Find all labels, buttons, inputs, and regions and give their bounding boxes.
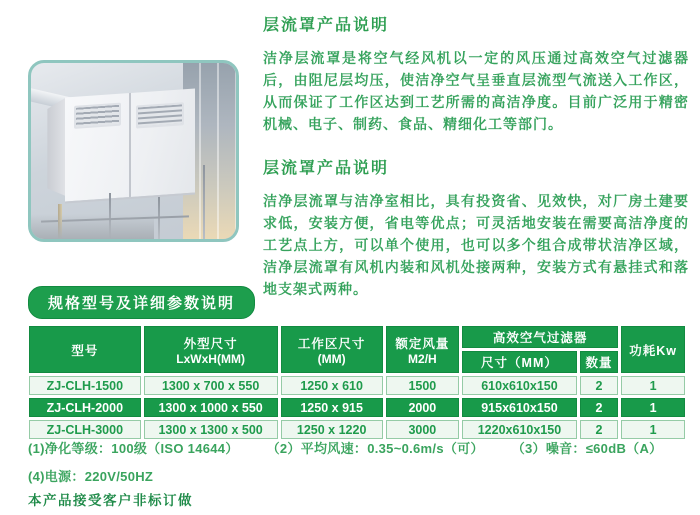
header-air-volume-line2: M2/H <box>408 351 437 366</box>
cell-hepa-size: 915x610x150 <box>462 398 577 417</box>
table-header-row-1 <box>29 326 685 348</box>
header-outer-size-line2: LxWxH(MM) <box>176 351 245 366</box>
laminar-flow-hood-unit <box>47 93 195 199</box>
parameter-notes <box>28 438 688 494</box>
cell-air-volume: 3000 <box>386 420 459 439</box>
header-work-area-line1: 工作区尺寸 <box>297 336 366 351</box>
header-hepa-size: 尺寸（MM） <box>462 351 577 373</box>
cell-hepa-qty: 2 <box>580 420 618 439</box>
section-2-body: 洁净层流罩与洁净室相比，具有投资省、见效快，对厂房土建要求低，安装方便，省电等优点；可灵活地安装在需要高洁净度的工艺点上方，可以单个使用，也可以多个组合成带状洁净区域，洁净层流罩有风机内装和风机处接两种，安装方式有悬挂式和落地支架式两种。 <box>263 193 689 297</box>
description-column <box>263 12 689 320</box>
cell-hepa-size: 1220x610x150 <box>462 420 577 439</box>
cell-air-volume: 2000 <box>386 398 459 417</box>
hood-left-face <box>47 97 66 196</box>
header-work-area-line2: (MM) <box>317 351 346 366</box>
cell-hepa-qty: 2 <box>580 376 618 395</box>
support-rod <box>203 165 205 239</box>
cell-air-volume: 1500 <box>386 376 459 395</box>
header-air-volume <box>386 326 459 373</box>
hood-front-face <box>65 88 195 203</box>
custom-order-note: 本产品接受客户非标订做 <box>28 493 193 508</box>
table-row <box>29 420 685 439</box>
table-row <box>29 376 685 395</box>
notes-line-2 <box>28 466 688 485</box>
header-power: 功耗Kw <box>621 326 685 373</box>
note-wind-speed: （2）平均风速：0.35~0.6m/s（可） <box>266 441 484 456</box>
cell-outer-size: 1300 x 1300 x 500 <box>144 420 278 439</box>
cell-power: 1 <box>621 420 685 439</box>
cell-power: 1 <box>621 398 685 417</box>
cell-power: 1 <box>621 376 685 395</box>
spec-table <box>26 323 688 442</box>
cell-model: ZJ-CLH-2000 <box>29 398 141 417</box>
note-noise: （3）噪音：≤60dB（A） <box>511 441 663 456</box>
note-power-supply: (4)电源：220V/50HZ <box>28 469 154 484</box>
cell-hepa-size: 610x610x150 <box>462 376 577 395</box>
header-hepa-qty: 数量 <box>580 351 618 373</box>
cell-outer-size: 1300 x 700 x 550 <box>144 376 278 395</box>
product-photo <box>28 60 239 242</box>
cell-hepa-qty: 2 <box>580 398 618 417</box>
hood-panel-divider <box>129 93 131 197</box>
header-hepa-filter: 高效空气过滤器 <box>462 326 618 348</box>
floor-shadow <box>31 214 154 239</box>
cell-model: ZJ-CLH-1500 <box>29 376 141 395</box>
cell-work-area: 1250 x 1220 <box>281 420 383 439</box>
section-1-body: 洁净层流罩是将空气经风机以一定的风压通过高效空气过滤器后，由阻尼层均压，使洁净空气呈垂直层流型气流送入工作区，从而保证了工作区达到工艺所需的高洁净度。目前广泛用于精密机械、电子、制药、食品、精细化工等部门。 <box>263 50 689 132</box>
header-work-area <box>281 326 383 373</box>
section-1-heading: 层流罩产品说明 <box>263 17 390 34</box>
notes-line-1 <box>28 438 688 457</box>
table-row-highlighted <box>29 398 685 417</box>
cell-work-area: 1250 x 915 <box>281 398 383 417</box>
note-purification-grade: (1)净化等级：100级（ISO 14644） <box>28 441 239 456</box>
header-model: 型号 <box>29 326 141 373</box>
spec-section-title: 规格型号及详细参数说明 <box>28 286 255 319</box>
cell-work-area: 1250 x 610 <box>281 376 383 395</box>
cell-model: ZJ-CLH-3000 <box>29 420 141 439</box>
cell-outer-size: 1300 x 1000 x 550 <box>144 398 278 417</box>
header-outer-size-line1: 外型尺寸 <box>183 336 238 351</box>
header-air-volume-line1: 额定风量 <box>395 336 450 351</box>
vent-grille-right <box>137 103 185 129</box>
section-2-heading: 层流罩产品说明 <box>263 160 390 177</box>
vent-grille-left <box>74 103 121 129</box>
header-outer-size <box>144 326 278 373</box>
